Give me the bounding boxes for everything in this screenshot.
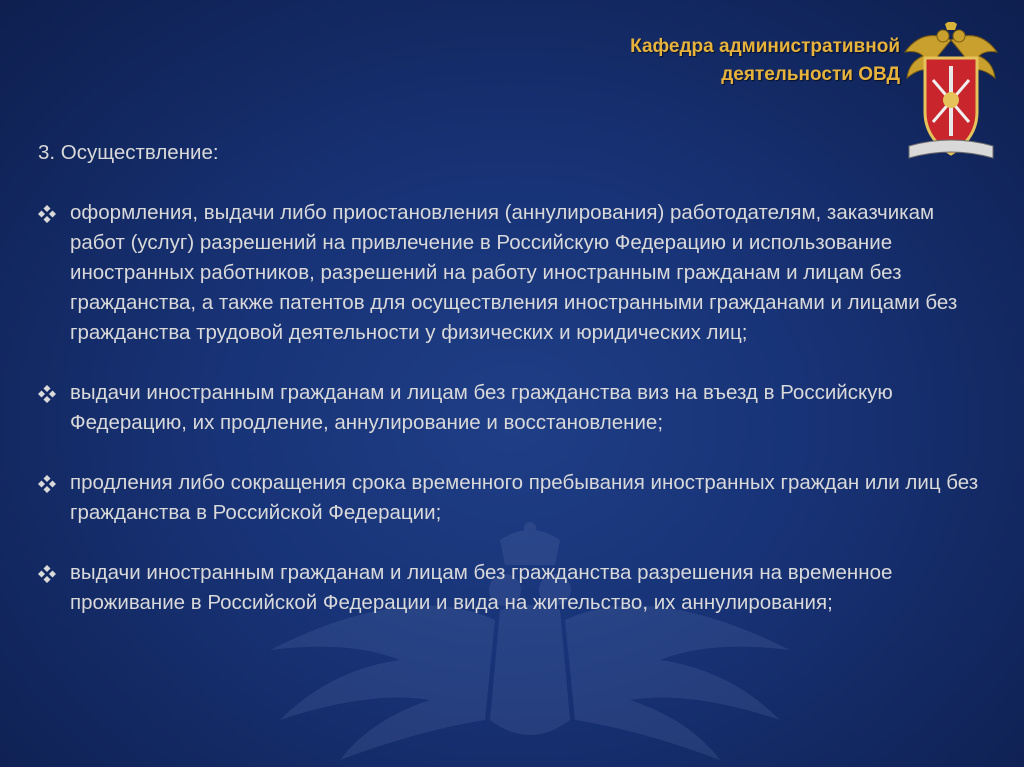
list-item	[38, 378, 988, 438]
diamond-bullet-icon	[38, 385, 56, 403]
department-title	[560, 33, 900, 89]
department-title-line-1: Кафедра административной	[630, 36, 900, 57]
list-item	[38, 198, 988, 348]
bullet-text: выдачи иностранным гражданам и лицам без гражданства разрешения на временное проживание в Российской Федерации и вида на жительство, их аннулирования;	[70, 561, 893, 614]
bullet-text: оформления, выдачи либо приостановления (аннулирования) работодателям, заказчикам работ (услуг) разрешений на привлечение в Российскую Федерацию и использование иностранных работников, разрешений на работу иностранным гражданам и лицам без гражданства, а также патентов для осуществления иностранными гражданами и лицами без гражданства трудовой деятельности у физических и юридических лиц;	[70, 201, 958, 344]
bullet-text: продления либо сокращения срока временного пребывания иностранных граждан или лиц без гражданства в Российской Федерации;	[70, 471, 979, 524]
diamond-bullet-icon	[38, 205, 56, 223]
list-item	[38, 558, 988, 618]
diamond-bullet-icon	[38, 565, 56, 583]
main-content	[38, 138, 988, 648]
bullet-list	[38, 198, 988, 618]
section-heading: 3. Осуществление:	[38, 141, 219, 164]
bullet-text: выдачи иностранным гражданам и лицам без гражданства виз на въезд в Российскую Федерацию, их продление, аннулирование и восстановление;	[70, 381, 893, 434]
diamond-bullet-icon	[38, 475, 56, 493]
department-title-line-2: деятельности ОВД	[721, 64, 900, 85]
list-item	[38, 468, 988, 528]
